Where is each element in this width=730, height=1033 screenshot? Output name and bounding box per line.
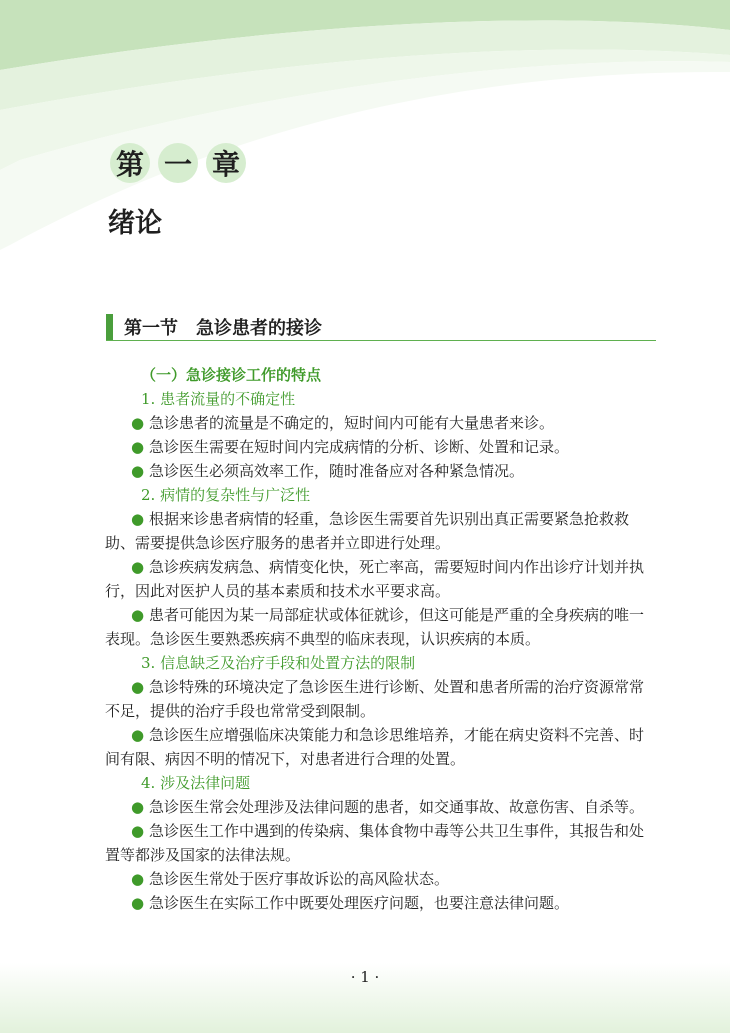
- bullet-text: 急诊医生常处于医疗事故诉讼的高风险状态。: [149, 870, 450, 888]
- bullet-item: [105, 867, 657, 891]
- bullet-item: [105, 795, 657, 819]
- bullet-icon: ●: [131, 558, 145, 576]
- bullet-icon: ●: [131, 822, 145, 840]
- bullet-item: [105, 675, 657, 723]
- bullet-item: [105, 411, 657, 435]
- chapter-char: 第: [110, 143, 150, 183]
- bullet-text: 急诊医生在实际工作中既要处理医疗问题，也要注意法律问题。: [149, 894, 570, 912]
- bullet-icon: ●: [131, 462, 145, 480]
- bullet-icon: ●: [131, 798, 145, 816]
- bullet-icon: ●: [131, 438, 145, 456]
- chapter-char: 一: [158, 143, 198, 183]
- bullet-icon: ●: [131, 870, 145, 888]
- bullet-item: [105, 435, 657, 459]
- bullet-text: 急诊疾病发病急、病情变化快，死亡率高，需要短时间内作出诊疗计划并执行，因此对医护人员的基本素质和技术水平要求高。: [105, 558, 645, 600]
- bullet-icon: ●: [131, 726, 145, 744]
- section-bar: [106, 314, 113, 340]
- section-title: 第一节 急诊患者的接诊: [124, 318, 322, 339]
- item-title: 3. 信息缺乏及治疗手段和处置方法的限制: [141, 654, 416, 672]
- subsection-title: （一）急诊接诊工作的特点: [141, 366, 322, 384]
- bullet-text: 急诊特殊的环境决定了急诊医生进行诊断、处置和患者所需的治疗资源常常不足，提供的治疗手段也常常受到限制。: [105, 678, 645, 720]
- bullet-text: 急诊医生必须高效率工作，随时准备应对各种紧急情况。: [149, 462, 525, 480]
- section-header: [106, 312, 656, 341]
- bullet-item: [105, 819, 657, 867]
- bullet-icon: ●: [131, 894, 145, 912]
- bullet-item: [105, 459, 657, 483]
- bullet-item: [105, 723, 657, 771]
- page-number: · 1 ·: [350, 968, 380, 986]
- item-title: 1. 患者流量的不确定性: [141, 390, 296, 408]
- bullet-icon: ●: [131, 606, 145, 624]
- bullet-item: [105, 603, 657, 651]
- bullet-text: 急诊患者的流量是不确定的，短时间内可能有大量患者来诊。: [149, 414, 555, 432]
- bullet-text: 急诊医生工作中遇到的传染病、集体食物中毒等公共卫生事件，其报告和处置等都涉及国家的法律法规。: [105, 822, 645, 864]
- chapter-char: 章: [206, 143, 246, 183]
- bullet-text: 急诊医生应增强临床决策能力和急诊思维培养，才能在病史资料不完善、时间有限、病因不明的情况下，对患者进行合理的处置。: [105, 726, 645, 768]
- main-content: [105, 363, 657, 915]
- bullet-item: [105, 507, 657, 555]
- bullet-icon: ●: [131, 678, 145, 696]
- item-title: 2. 病情的复杂性与广泛性: [141, 486, 311, 504]
- bullet-text: 根据来诊患者病情的轻重，急诊医生需要首先识别出真正需要紧急抢救救助、需要提供急诊医疗服务的患者并立即进行处理。: [105, 510, 630, 552]
- bullet-icon: ●: [131, 510, 145, 528]
- bullet-text: 急诊医生需要在短时间内完成病情的分析、诊断、处置和记录。: [149, 438, 570, 456]
- bullet-icon: ●: [131, 414, 145, 432]
- chapter-title: 绪论: [108, 208, 162, 239]
- item-title: 4. 涉及法律问题: [141, 774, 251, 792]
- chapter-label: [110, 143, 254, 183]
- bullet-text: 患者可能因为某一局部症状或体征就诊，但这可能是严重的全身疾病的唯一表现。急诊医生要熟悉疾病不典型的临床表现，认识疾病的本质。: [105, 606, 645, 648]
- bullet-item: [105, 555, 657, 603]
- bullet-text: 急诊医生常会处理涉及法律问题的患者，如交通事故、故意伤害、自杀等。: [149, 798, 645, 816]
- bullet-item: [105, 891, 657, 915]
